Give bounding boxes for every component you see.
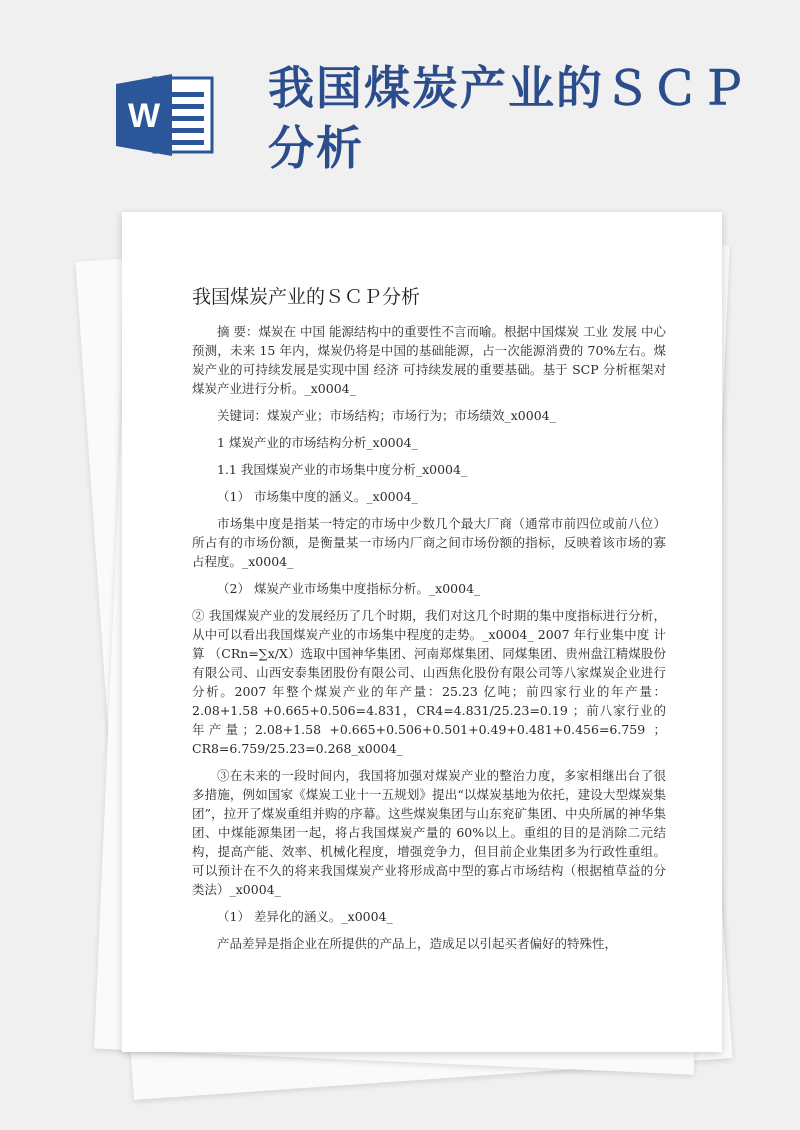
- keywords-paragraph: 关键词：煤炭产业；市场结构；市场行为；市场绩效_x0004_: [217, 408, 556, 423]
- body-paragraph: 市场集中度是指某一特定的市场中少数几个最大厂商（通常市前四位或前八位）所占有的市场份额，是衡量某一市场内厂商之间市场份额的指标，反映着该市场的寡占程度。_x0004_: [192, 516, 666, 569]
- body-paragraph: ③在未来的一段时间内，我国将加强对煤炭产业的整治力度，多家相继出台了很多措施，例如国家《煤炭工业十一五规划》提出“以煤炭基地为依托，建设大型煤炭集团”，拉开了煤炭重组并购的序幕。这些煤炭集团与山东兖矿集团、中央所属的神华集团、中煤能源集团一起，将占我国煤炭产量的 60%以上。重组的目的是消除二元结构，提高产能、效率、机械化程度，增强竞争力，但目前企业集团多为行政性重组。可以预计在不久的将来我国煤炭产业将形成高中型的寡占市场结构（根据植草益的分类法）_x0004_: [192, 768, 666, 897]
- section-heading: 1 煤炭产业的市场结构分析_x0004_: [217, 435, 418, 450]
- body-paragraph: 产品差异是指企业在所提供的产品上，造成足以引起买者偏好的特殊性，: [217, 936, 618, 951]
- word-logo-letter: W: [127, 97, 161, 135]
- list-item-heading: （1） 差异化的涵义。_x0004_: [217, 909, 393, 924]
- document-body: [192, 322, 666, 961]
- list-item-heading: （1） 市场集中度的涵义。_x0004_: [217, 489, 418, 504]
- header-banner: [0, 0, 800, 200]
- abstract-paragraph: 摘 要：煤炭在 中国 能源结构中的重要性不言而喻。根据中国煤炭 工业 发展 中心预测，未来 15 年内，煤炭仍将是中国的基础能源，占一次能源消费的 70%左右。煤炭产业的可持续发展是实现中国 经济 可持续发展的重要基础。基于 SCP 分析框架对煤炭产业进行分析。_x0004_: [192, 324, 666, 396]
- banner-title: 我国煤炭产业的ＳＣＰ分析: [268, 61, 748, 175]
- subsection-heading: 1.1 我国煤炭产业的市场集中度分析_x0004_: [217, 462, 468, 477]
- word-document-icon: [116, 72, 214, 158]
- document-title: 我国煤炭产业的ＳＣＰ分析: [192, 286, 421, 308]
- body-paragraph: ② 我国煤炭产业的发展经历了几个时期，我们对这几个时期的集中度指标进行分析，从中可以看出我国煤炭产业的市场集中程度的走势。_x0004_ 2007 年行业集中度 计算 （CRn=∑x/X）选取中国神华集团、河南郑煤集团、同煤集团、贵州盘江精煤股份有限公司、山西安泰集团股份有限公司、山西焦化股份有限公司等八家煤炭企业进行分析。2007 年整个煤炭产业的年产量：25.23 亿吨；前四家行业的年产量：2.08+1.58 +0.665+0.506=4.831，CR4=4.831/25.23=0.19 ；前八家行业的年产量；2.08+1.58 +0.665+0.506+0.501+0.49+0.481+0.456=6.759 ；CR8=6.759/25.23=0.268_x0004_: [192, 608, 666, 756]
- list-item-heading: （2） 煤炭产业市场集中度指标分析。_x0004_: [217, 581, 481, 596]
- document-page: [122, 212, 722, 1052]
